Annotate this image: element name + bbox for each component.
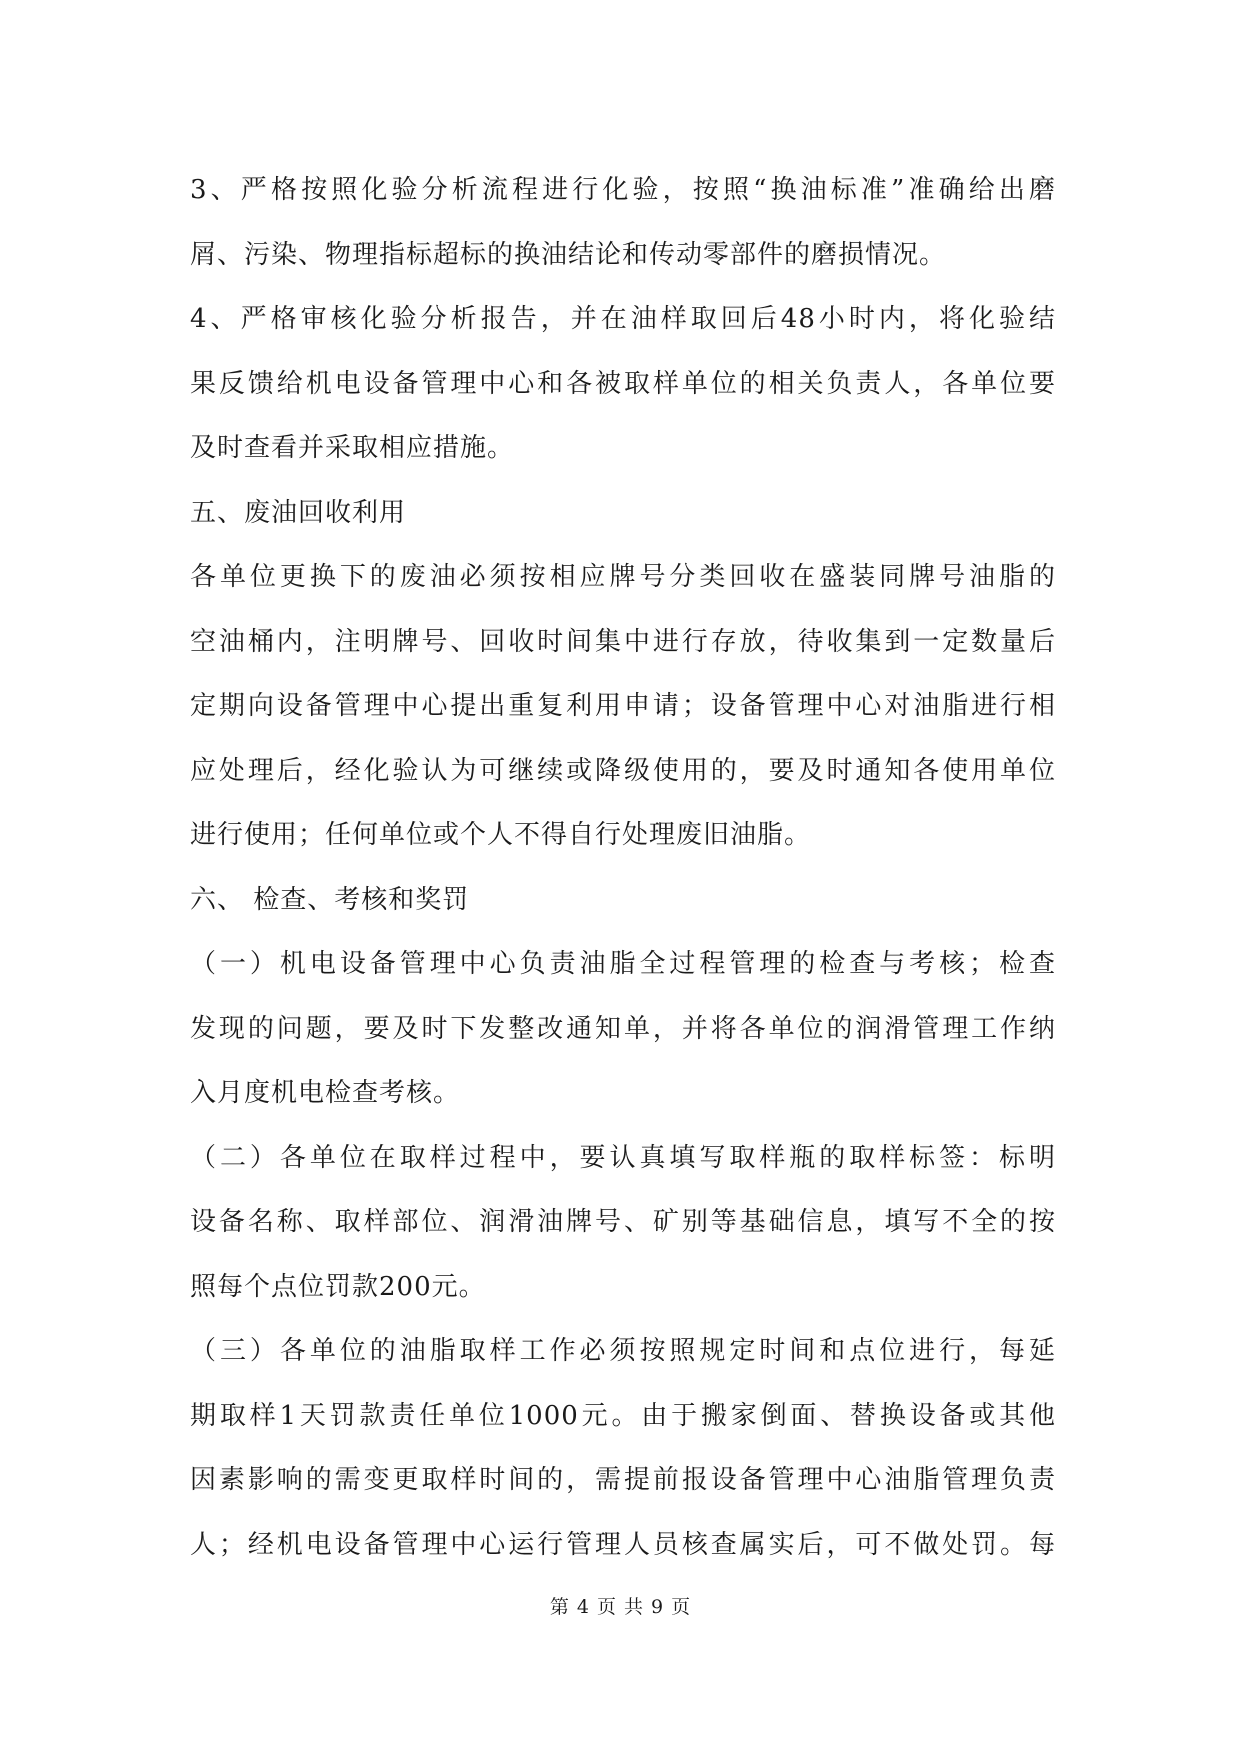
paragraph-line: （二）各单位在取样过程中，要认真填写取样瓶的取样标签：标明 <box>190 1142 1056 1173</box>
paragraph-line: 人；经机电设备管理中心运行管理人员核查属实后，可不做处罚。每 <box>190 1529 1056 1560</box>
paragraph-line: 各单位更换下的废油必须按相应牌号分类回收在盛装同牌号油脂的 <box>190 562 1056 592</box>
paragraph-line: 果反馈给机电设备管理中心和各被取样单位的相关负责人，各单位要 <box>190 368 1056 399</box>
paragraph-line: 应处理后，经化验认为可继续或降级使用的，要及时通知各使用单位 <box>190 755 1056 786</box>
paragraph-line: 4、严格审核化验分析报告，并在油样取回后48小时内，将化验结 <box>190 304 1056 334</box>
paragraph-line: 入月度机电检查考核。 <box>190 1078 461 1108</box>
paragraph-line: 进行使用；任何单位或个人不得自行处理废旧油脂。 <box>190 820 812 850</box>
paragraph-line: （三）各单位的油脂取样工作必须按照规定时间和点位进行，每延 <box>190 1336 1056 1366</box>
paragraph-line: 屑、污染、物理指标超标的换油结论和传动零部件的磨损情况。 <box>190 239 947 270</box>
paragraph-line: 发现的问题，要及时下发整改通知单，并将各单位的润滑管理工作纳 <box>190 1013 1056 1044</box>
paragraph-line: 空油桶内，注明牌号、回收时间集中进行存放，待收集到一定数量后 <box>190 626 1056 657</box>
paragraph-line: 期取样1天罚款责任单位1000元。由于搬家倒面、替换设备或其他 <box>190 1400 1056 1431</box>
section-heading: 五、废油回收利用 <box>190 497 407 528</box>
document-body <box>190 158 1056 1577</box>
paragraph-line: 定期向设备管理中心提出重复利用申请；设备管理中心对油脂进行相 <box>190 691 1056 721</box>
paragraph-line: 设备名称、取样部位、润滑油牌号、矿别等基础信息，填写不全的按 <box>190 1207 1056 1237</box>
paragraph-line: 及时查看并采取相应措施。 <box>190 433 515 463</box>
paragraph-line: 3、严格按照化验分析流程进行化验，按照“换油标准”准确给出磨 <box>190 175 1056 205</box>
paragraph-line: （一）机电设备管理中心负责油脂全过程管理的检查与考核；检查 <box>190 949 1056 979</box>
paragraph-line: 因素影响的需变更取样时间的，需提前报设备管理中心油脂管理负责 <box>190 1465 1056 1495</box>
paragraph-line: 照每个点位罚款200元。 <box>190 1271 486 1302</box>
page-number-footer: 第 4 页 共 9 页 <box>549 1596 692 1618</box>
section-heading: 六、 检查、考核和奖罚 <box>190 884 470 915</box>
